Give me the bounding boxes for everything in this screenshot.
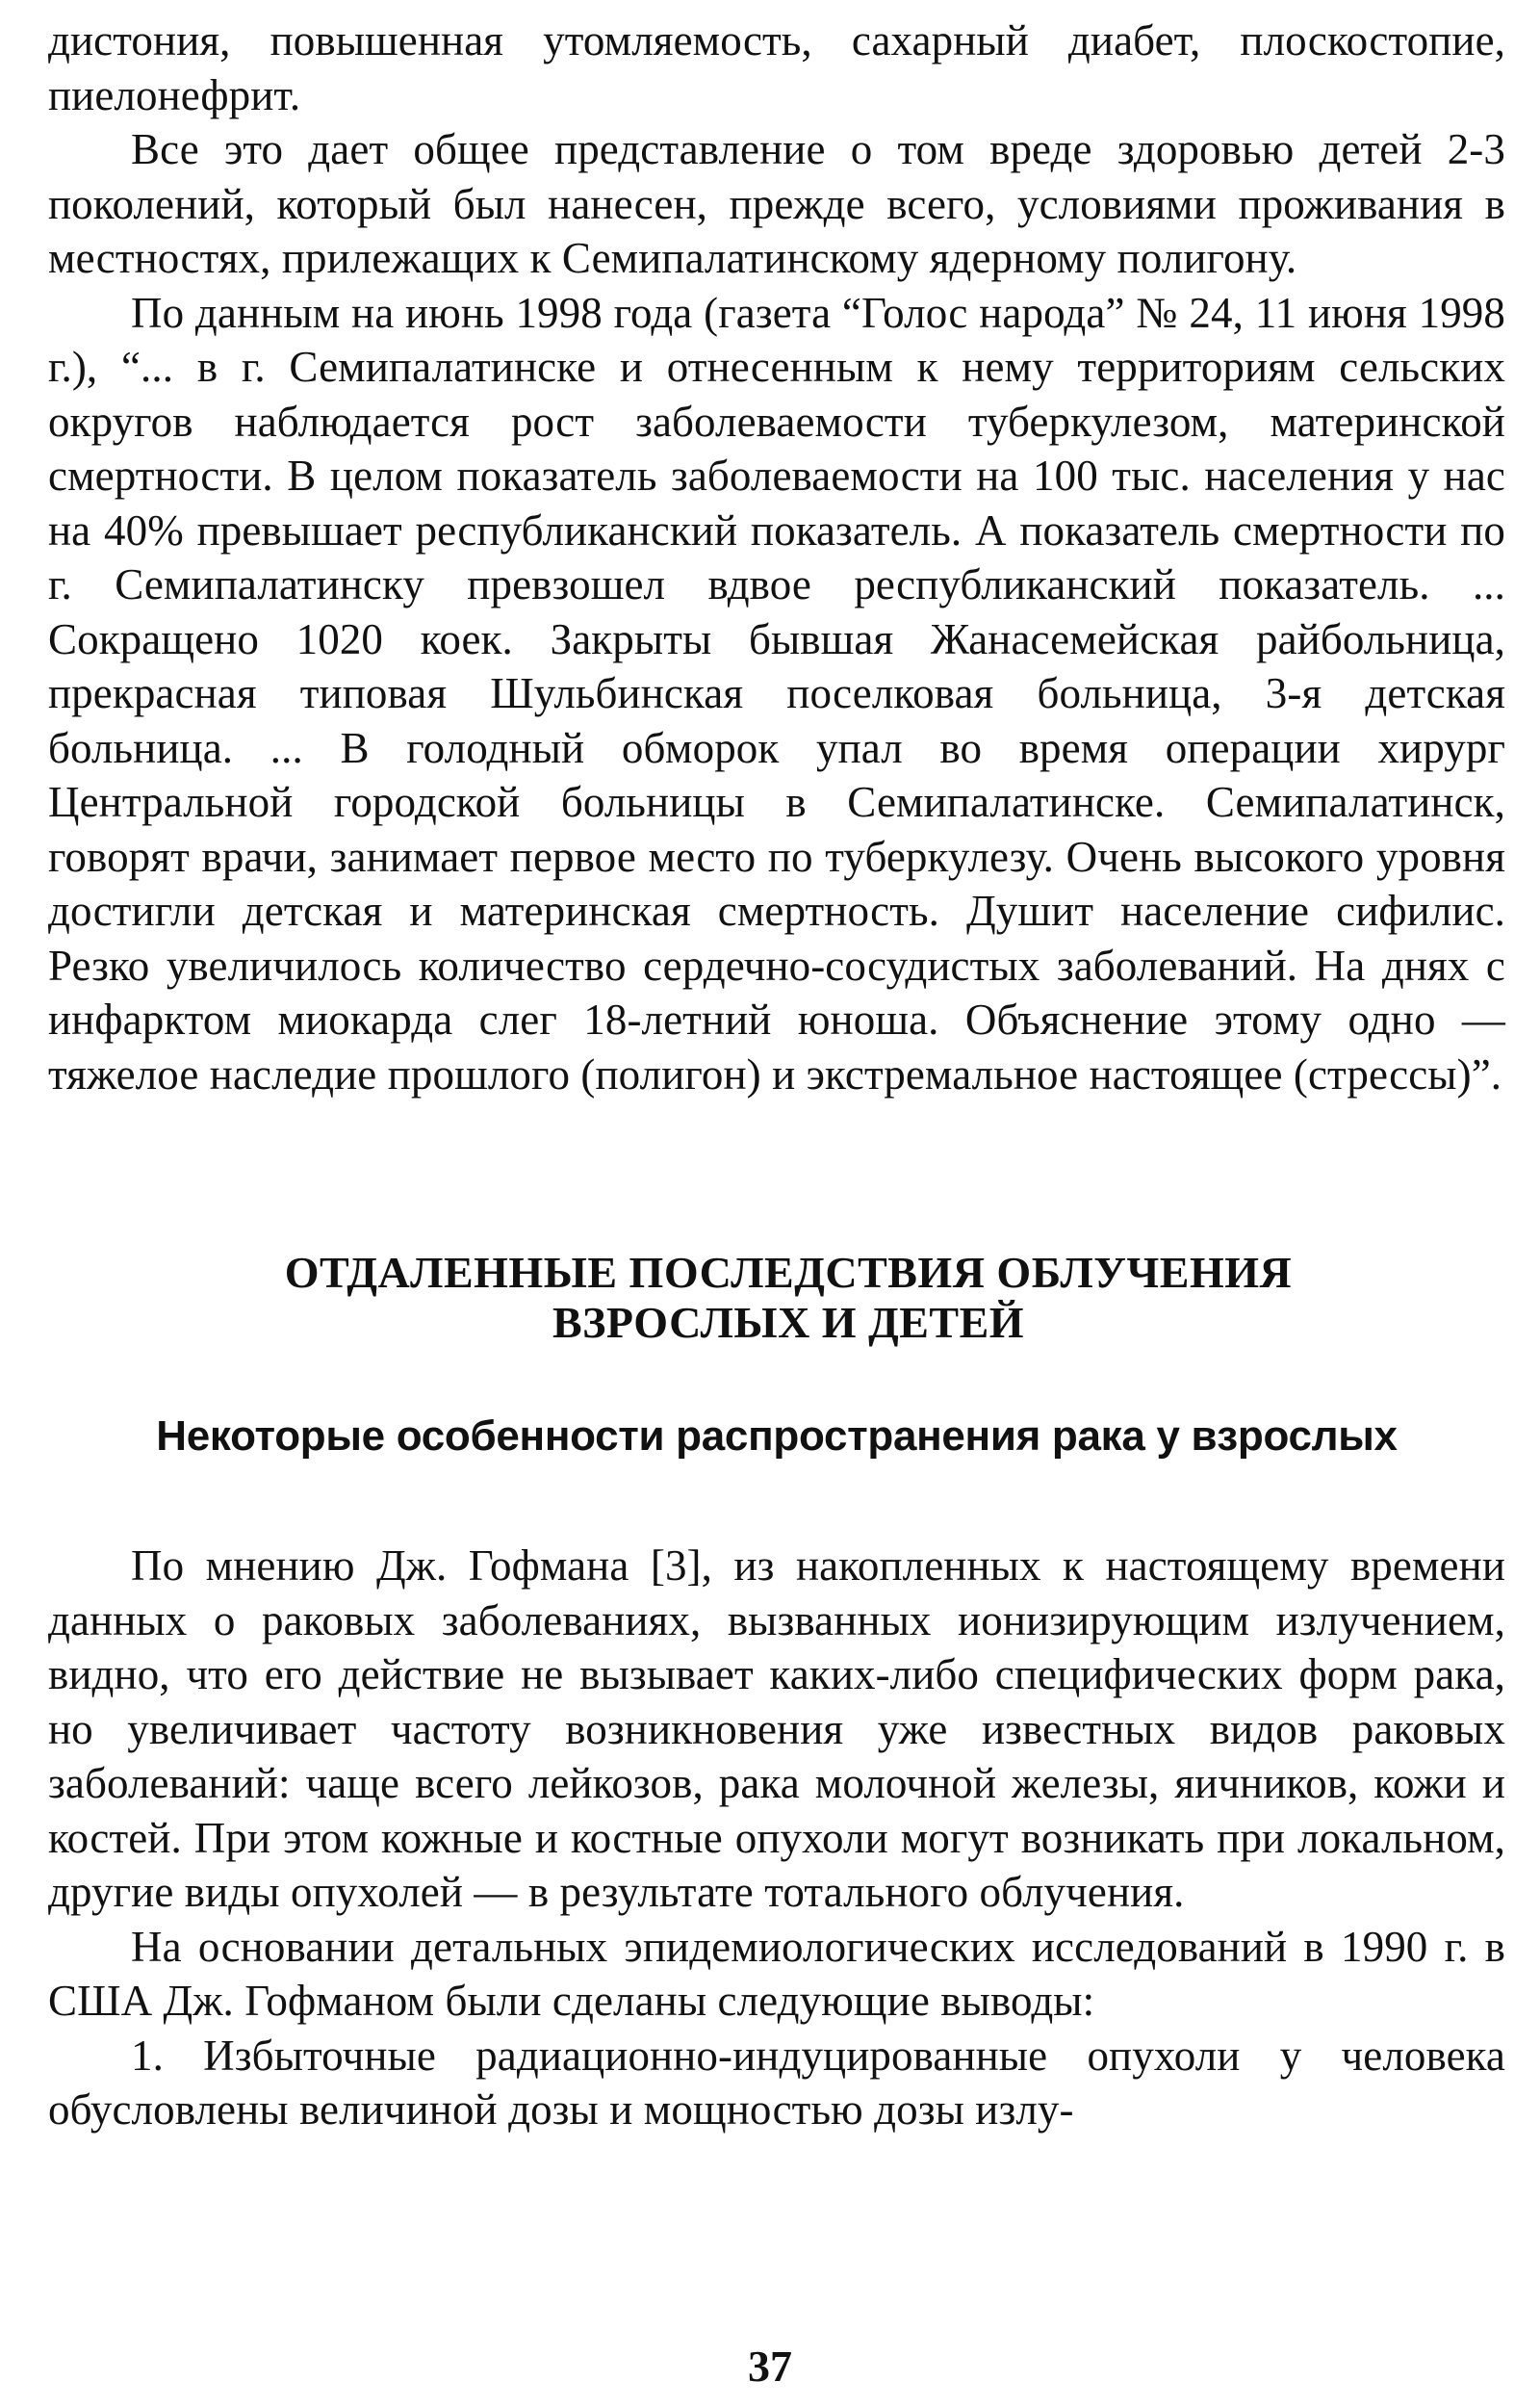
paragraph-conclusion-1: 1. Избыточные радиационно-индуцированные опухоли у человека обусловлены величиной дозы и мощностью дозы излу-	[48, 2031, 1505, 2134]
section-spacer	[48, 1101, 1505, 1248]
section-subtitle: Некоторые особенности распространения рака у взрослых	[156, 1412, 1398, 1460]
paragraph-continuation: дистония, повышенная утомляемость, сахарный диабет, плоскостопие, пиелонефрит.	[48, 16, 1505, 119]
section-title	[48, 1248, 1505, 1348]
paragraph-gofman-opinion: По мнению Дж. Гофмана [3], из накопленных к настоящему времени данных о раковых заболеваниях, вызванных ионизирующим излучением, видно, что его действие не вызывает каких-либо специфических форм рака, но увеличивает частоту возникновения уже известных видов раковых заболеваний: чаще всего лейкозов, рака молочной железы, яичников, кожи и костей. При этом кожные и костные опухоли могут возникать при локальном, другие виды опухолей — в результате тотального облучения.	[48, 1541, 1505, 1916]
subtitle-spacer	[48, 1462, 1505, 1539]
section-title-line-2: ВЗРОСЛЫХ И ДЕТЕЙ	[552, 1298, 1025, 1347]
book-page	[48, 13, 1505, 2137]
paragraph-conclusions-intro: На основании детальных эпидемиологических исследований в 1990 г. в США Дж. Гофманом были сделаны следующие выводы:	[48, 1922, 1505, 2025]
section-title-line-1: ОТДАЛЕННЫЕ ПОСЛЕДСТВИЯ ОБЛУЧЕНИЯ	[284, 1248, 1293, 1297]
paragraph-summary: Все это дает общее представление о том вреде здоровью детей 2-3 поколений, который был нанесен, прежде всего, условиями проживания в местностях, прилежащих к Семипалатинскому ядерному полигону.	[48, 125, 1505, 282]
page-number: 37	[748, 2342, 792, 2391]
paragraph-newspaper-quote: По данным на июнь 1998 года (газета “Голос народа” № 24, 11 июня 1998 г.), “... в г. Семипалатинске и отнесенным к нему территориям сельских округов наблюдается рост заболеваемости туберкулезом, материнской смертности. В целом показатель заболеваемости на 100 тыс. населения у нас на 40% превышает республиканский показатель. А показатель смертности по г. Семипалатинску превзошел вдвое республиканский показатель. ... Сокращено 1020 коек. Закрыты бывшая Жанасемейская райбольница, прекрасная типовая Шульбинская поселковая больница, 3-я детская больница. ... В голодный обморок упал во время операции хирург Центральной городской больницы в Семипалатинске. Семипалатинск, говорят врачи, занимает первое место по туберкулезу. Очень высокого уровня достигли детская и материнская смертность. Душит население сифилис. Резко увеличилось количество сердечно-сосудистых заболеваний. На днях с инфарктом миокарда слег 18-летний юноша. Объяснение этому одно — тяжелое наследие прошлого (полигон) и экстремальное настоящее (стрессы)”.	[48, 288, 1505, 1099]
